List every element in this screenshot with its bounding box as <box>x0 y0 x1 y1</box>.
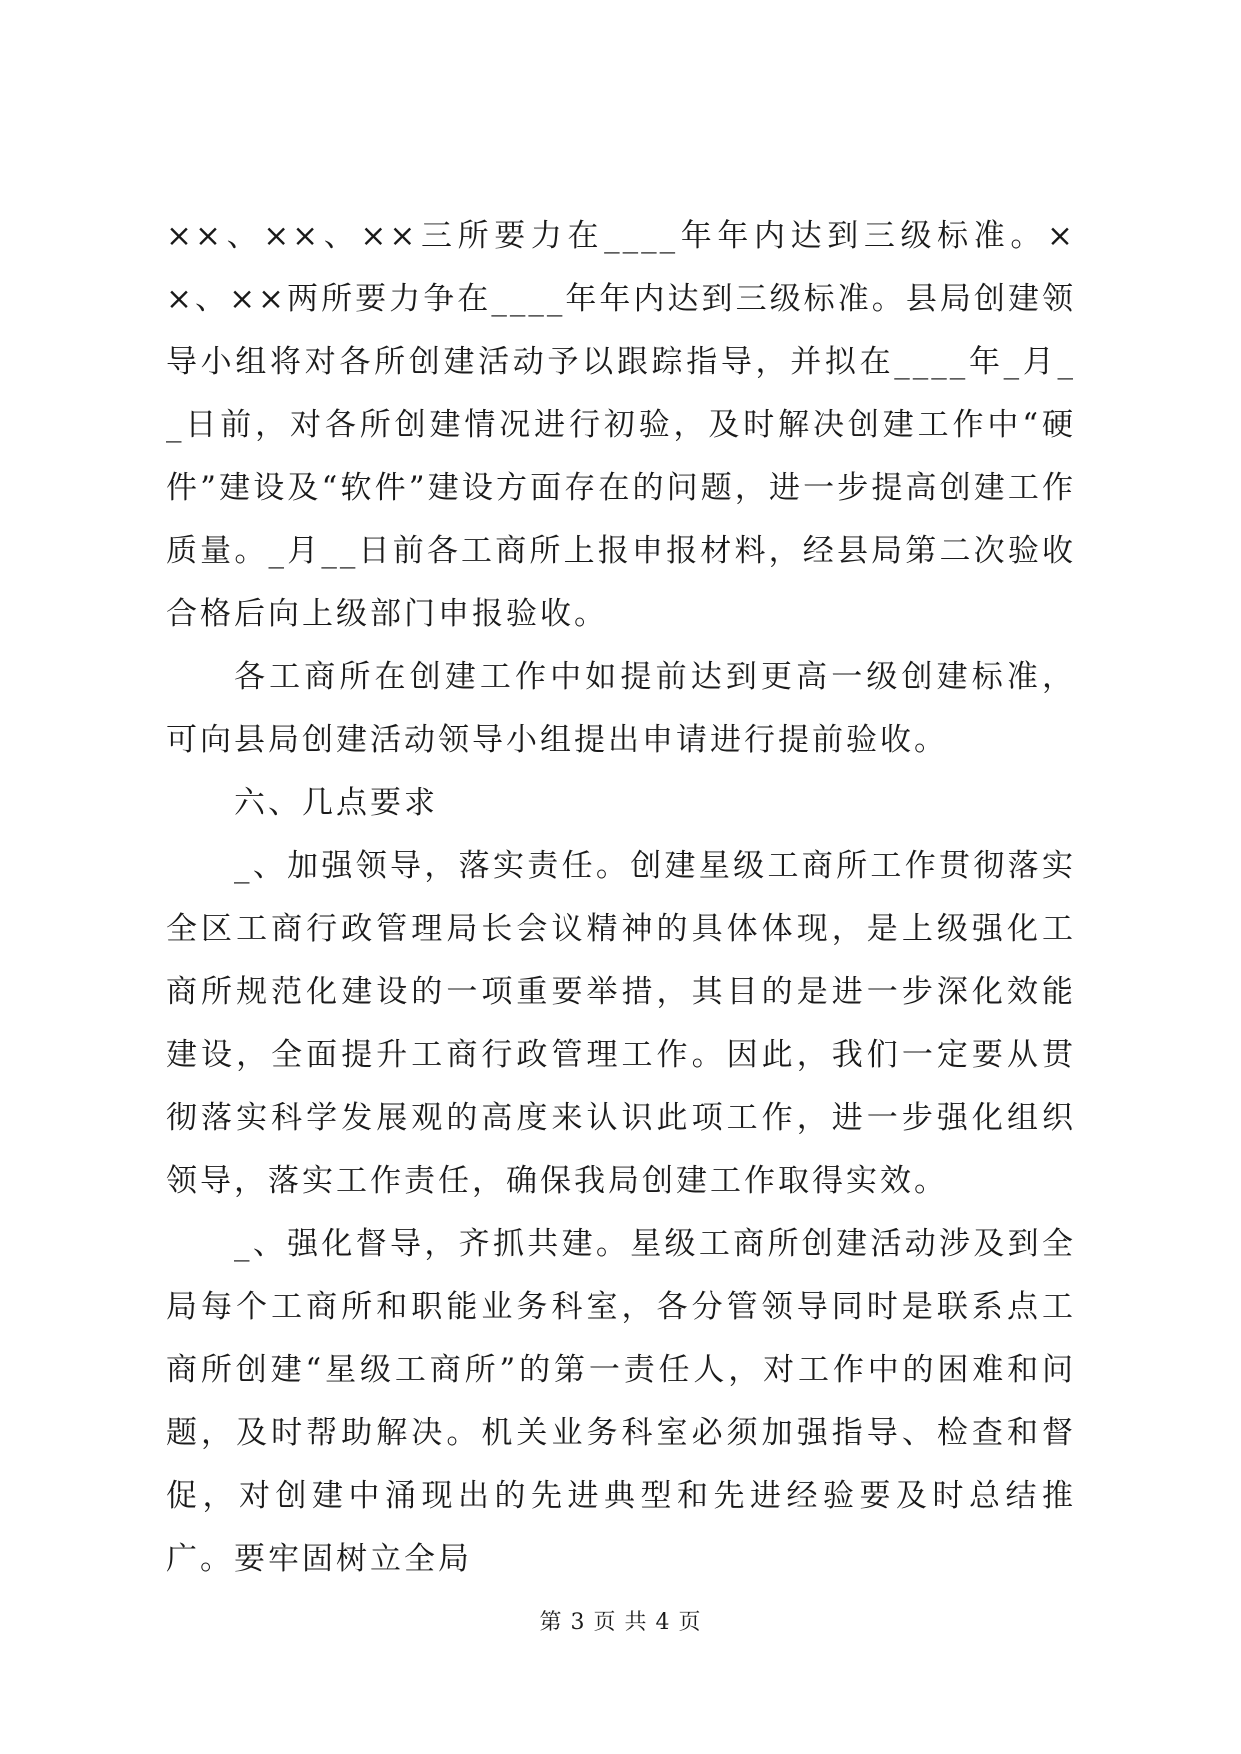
paragraph-early-acceptance: 各工商所在创建工作中如提前达到更高一级创建标准，可向县局创建活动领导小组提出申请进行提前验收。 <box>166 659 1076 758</box>
paragraph-continuation: ××、××、××三所要力在____年年内达到三级标准。××、××两所要力争在____年年内达到三级标准。县局创建领导小组将对各所创建活动予以跟踪指导，并拟在____年_月__日前，对各所创建情况进行初验，及时解决创建工作中“硬件”建设及“软件”建设方面存在的问题，进一步提高创建工作质量。_月__日前各工商所上报申报材料，经县局第二次验收合格后向上级部门申报验收。 <box>166 218 1076 632</box>
document-body <box>166 205 1076 1591</box>
page-footer: 第 3 页 共 4 页 <box>539 1610 702 1635</box>
paragraph-leadership: _、加强领导，落实责任。创建星级工商所工作贯彻落实全区工商行政管理局长会议精神的具体体现，是上级强化工商所规范化建设的一项重要举措，其目的是进一步深化效能建设，全面提升工商行政管理工作。因此，我们一定要从贯彻落实科学发展观的高度来认识此项工作，进一步强化组织领导，落实工作责任，确保我局创建工作取得实效。 <box>166 848 1076 1199</box>
paragraph-supervision: _、强化督导，齐抓共建。星级工商所创建活动涉及到全局每个工商所和职能业务科室，各分管领导同时是联系点工商所创建“星级工商所”的第一责任人，对工作中的困难和问题，及时帮助解决。机关业务科室必须加强指导、检查和督促，对创建中涌现出的先进典型和先进经验要及时总结推广。要牢固树立全局 <box>166 1226 1076 1577</box>
section-heading-requirements: 六、几点要求 <box>234 785 438 821</box>
